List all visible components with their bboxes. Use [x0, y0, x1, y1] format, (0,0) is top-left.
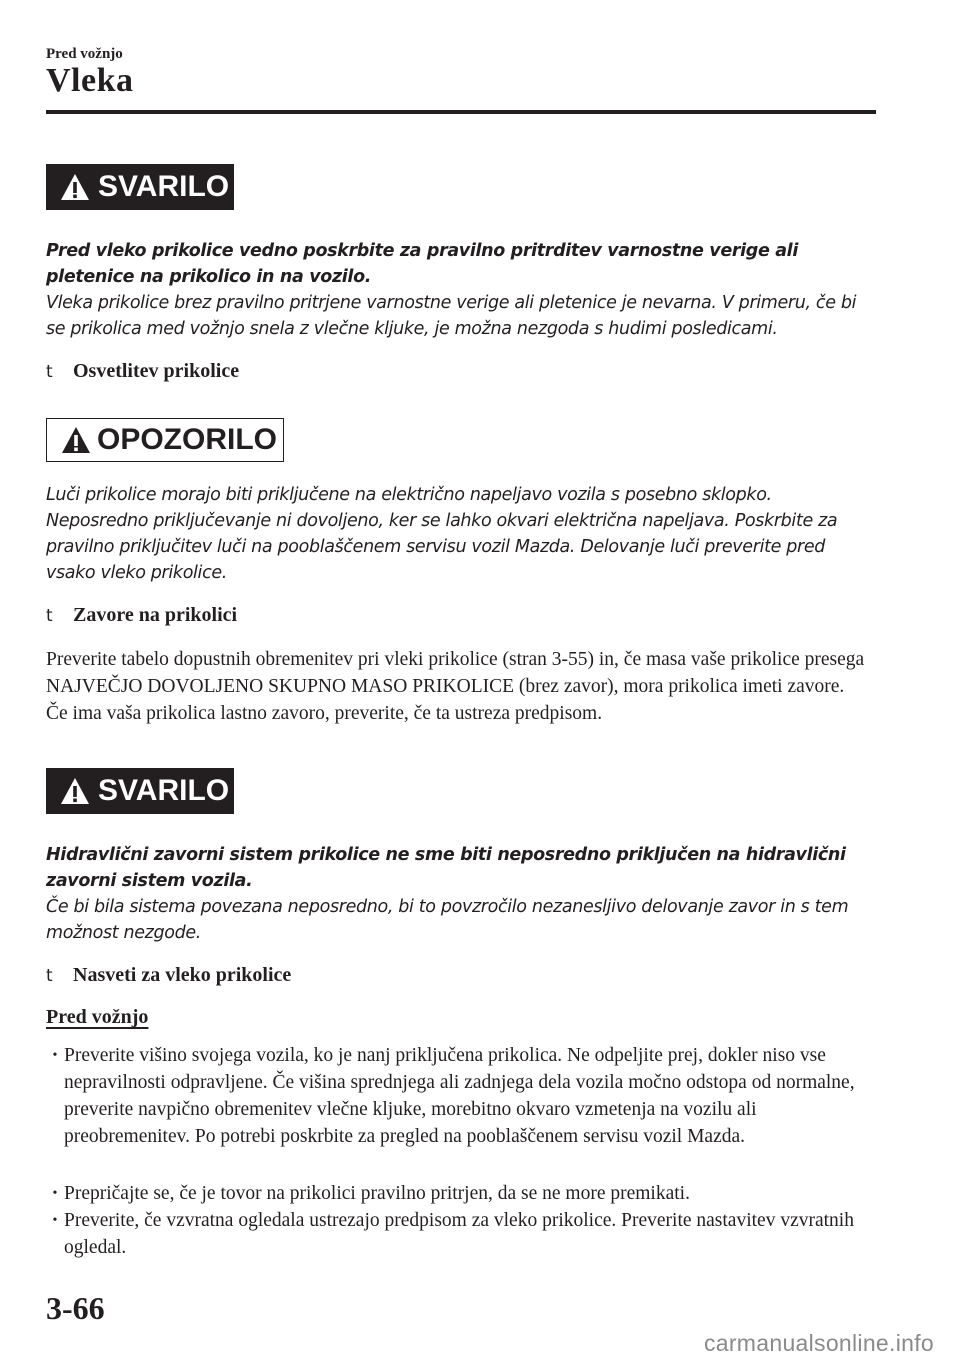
- list-item: [46, 1207, 880, 1261]
- danger-text-2-body: Če bi bila sistema povezana neposredno, bi to povzročilo nezanesljivo delovanje zavor in s tem možnost nezgode.: [46, 897, 849, 943]
- list-bullet: •: [52, 1186, 58, 1201]
- list-bullet: •: [52, 1048, 58, 1063]
- danger-text-1-body: Vleka prikolice brez pravilno pritrjene varnostne verige ali pletenice je nevarna. V primeru, če bi se prikolica med vožnjo snela z vlečne kljuke, je možna nezgoda s hudimi posledicami.: [46, 293, 857, 339]
- heading-label: Zavore na prikolici: [73, 604, 238, 626]
- heading-trailer-lights: [46, 360, 239, 383]
- warning-triangle-icon: [60, 173, 90, 201]
- heading-marker: t: [46, 361, 53, 382]
- danger-label: SVARILO: [98, 170, 230, 203]
- danger-text-2: [46, 842, 878, 946]
- list-item-text: Prepričajte se, če je tovor na prikolici pravilno pritrjen, da se ne more premikati.: [64, 1183, 690, 1204]
- section-label: Pred vožnjo: [46, 46, 123, 62]
- heading-towing-tips: [46, 964, 291, 987]
- warning-text: Luči prikolice morajo biti priključene na električno napeljavo vozila s posebno sklopko. Neposredno priključevanje ni dovoljeno, ker se lahko okvari električna napeljava. Poskrbite za pravilno priključitev luči na pooblaščenem servisu vozil Mazda. Delovanje luči preverite pred vsako vleko prikolice.: [46, 485, 838, 583]
- danger-badge: [46, 164, 234, 210]
- body-text-brakes: [46, 646, 878, 727]
- heading-label: Osvetlitev prikolice: [73, 360, 240, 382]
- list-item: [46, 1042, 880, 1150]
- warning-badge: [46, 418, 284, 462]
- danger-text-1: [46, 238, 878, 342]
- heading-label: Nasveti za vleko prikolice: [73, 964, 292, 986]
- danger-text-2-bold: Hidravlični zavorni sistem prikolice ne sme biti neposredno priključen na hidravlični zavorni sistem vozila.: [46, 845, 846, 891]
- watermark: carmanualsonline.info: [703, 1330, 934, 1356]
- heading-marker: t: [46, 965, 53, 986]
- danger-label: SVARILO: [98, 774, 230, 807]
- warning-label: OPOZORILO: [97, 423, 277, 456]
- heading-marker: t: [46, 605, 53, 626]
- list-bullet: •: [52, 1213, 58, 1228]
- danger-text-1-bold: Pred vleko prikolice vedno poskrbite za pravilno pritrditev varnostne verige ali pletenice na prikolico in na vozilo.: [46, 241, 798, 287]
- warning-triangle-icon: [61, 426, 91, 454]
- warning-triangle-icon: [60, 777, 90, 805]
- body-paragraph-2: Če ima vaša prikolica lastno zavoro, preverite, če ta ustreza predpisom.: [46, 703, 603, 724]
- danger-badge: [46, 768, 234, 814]
- title-divider: [46, 110, 876, 114]
- list-item-text: Preverite višino svojega vozila, ko je nanj priključena prikolica. Ne odpeljite prej, dokler niso vse nepravilnosti odpravljene. Če višina sprednjega ali zadnjega dela vozila močno odstopa od normalne, preverite navpično obremenitev vlečne kljuke, morebitno okvaro vzmetenja na vozilu ali preobremenitev. Po potrebi poskrbite za pregled na pooblaščenem servisu vozil Mazda.: [64, 1045, 855, 1147]
- list-item-text: Preverite, če vzvratna ogledala ustrezajo predpisom za vleko prikolice. Preverite nastavitev vzvratnih ogledal.: [64, 1210, 854, 1258]
- subheading-before-driving: Pred vožnjo: [46, 1006, 149, 1028]
- body-paragraph-1: Preverite tabelo dopustnih obremenitev pri vleki prikolice (stran 3-55) in, če masa vaše prikolice presega NAJVEČJO DOVOLJENO SKUPNO MASO PRIKOLICE (brez zavor), mora prikolica imeti zavore.: [46, 649, 865, 697]
- page-number: 3-66: [46, 1290, 105, 1326]
- list-item: [46, 1180, 880, 1207]
- page-title: Vleka: [46, 62, 134, 99]
- heading-trailer-brakes: [46, 604, 237, 627]
